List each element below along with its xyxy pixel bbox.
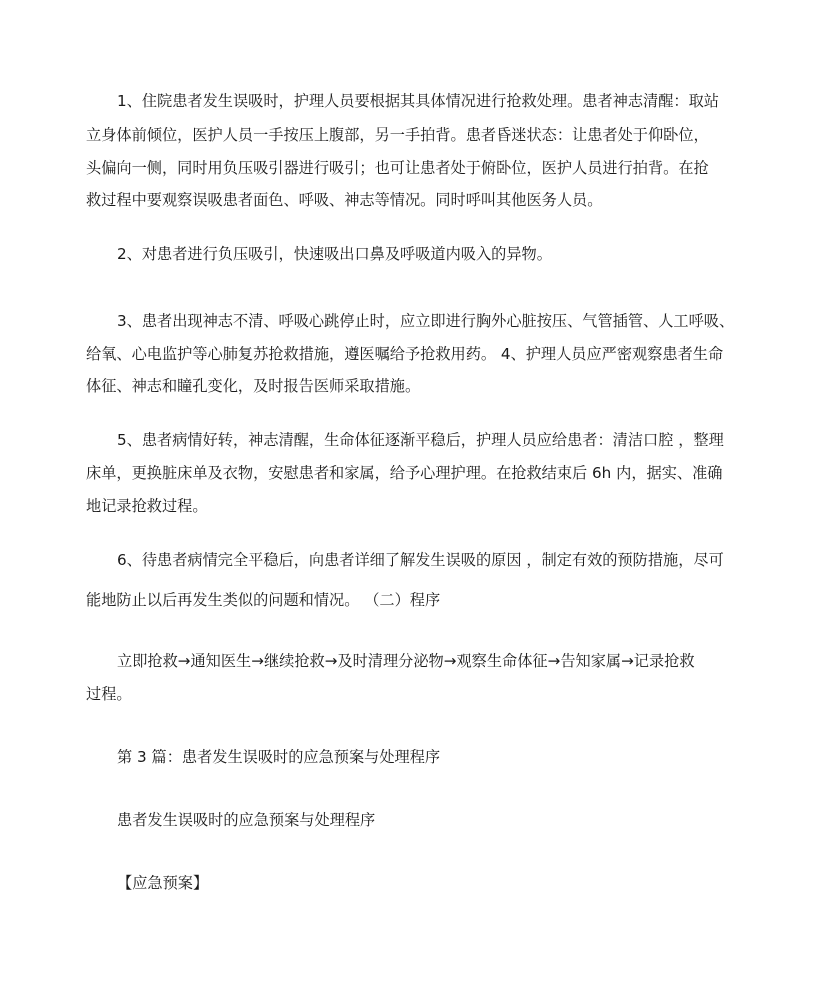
- text-line: 过程。: [86, 685, 132, 703]
- text-line: 2、对患者进行负压吸引，快速吸出口鼻及呼吸道内吸入的异物。: [117, 245, 552, 263]
- text-line: 给氧、心电监护等心肺复苏抢救措施，遵医嘱给予抢救用药。 4、护理人员应严密观察患者生命: [86, 345, 724, 363]
- text-line: 5、患者病情好转，神志清醒，生命体征逐渐平稳后，护理人员应给患者：清洁口腔 ，整理: [117, 431, 724, 449]
- text-line: 头偏向一侧，同时用负压吸引器进行吸引；也可让患者处于俯卧位，医护人员进行拍背。在抢: [86, 159, 709, 177]
- text-line: 3、患者出现神志不清、呼吸心跳停止时，应立即进行胸外心脏按压、气管插管、人工呼吸、: [117, 312, 735, 330]
- section-title: 患者发生误吸时的应急预案与处理程序: [117, 811, 376, 829]
- text-line: 救过程中要观察误吸患者面色、呼吸、神志等情况。同时呼叫其他医务人员。: [86, 191, 603, 209]
- text-line: 6、待患者病情完全平稳后，向患者详细了解发生误吸的原因 ，制定有效的预防措施，尽可: [117, 551, 724, 569]
- text-line: 地记录抢救过程。: [86, 497, 208, 515]
- text-line: 床单，更换脏床单及衣物，安慰患者和家属，给予心理护理。在抢救结束后 6h 内，据实、准确: [86, 464, 723, 482]
- text-line: 1、住院患者发生误吸时，护理人员要根据其具体情况进行抢救处理。患者神志清醒：取站: [117, 92, 719, 110]
- text-line: 体征、神志和瞳孔变化，及时报告医师采取措施。: [86, 377, 421, 395]
- section-heading: 第 3 篇：患者发生误吸时的应急预案与处理程序: [117, 748, 441, 766]
- text-line: 能地防止以后再发生类似的问题和情况。 （二）程序: [86, 591, 441, 609]
- text-line: 立即抢救→通知医生→继续抢救→及时清理分泌物→观察生命体征→告知家属→记录抢救: [117, 652, 695, 670]
- text-line: 立身体前倾位，医护人员一手按压上腹部，另一手拍背。患者昏迷状态：让患者处于仰卧位，: [86, 126, 709, 144]
- subheading-emergency-plan: 【应急预案】: [117, 874, 209, 892]
